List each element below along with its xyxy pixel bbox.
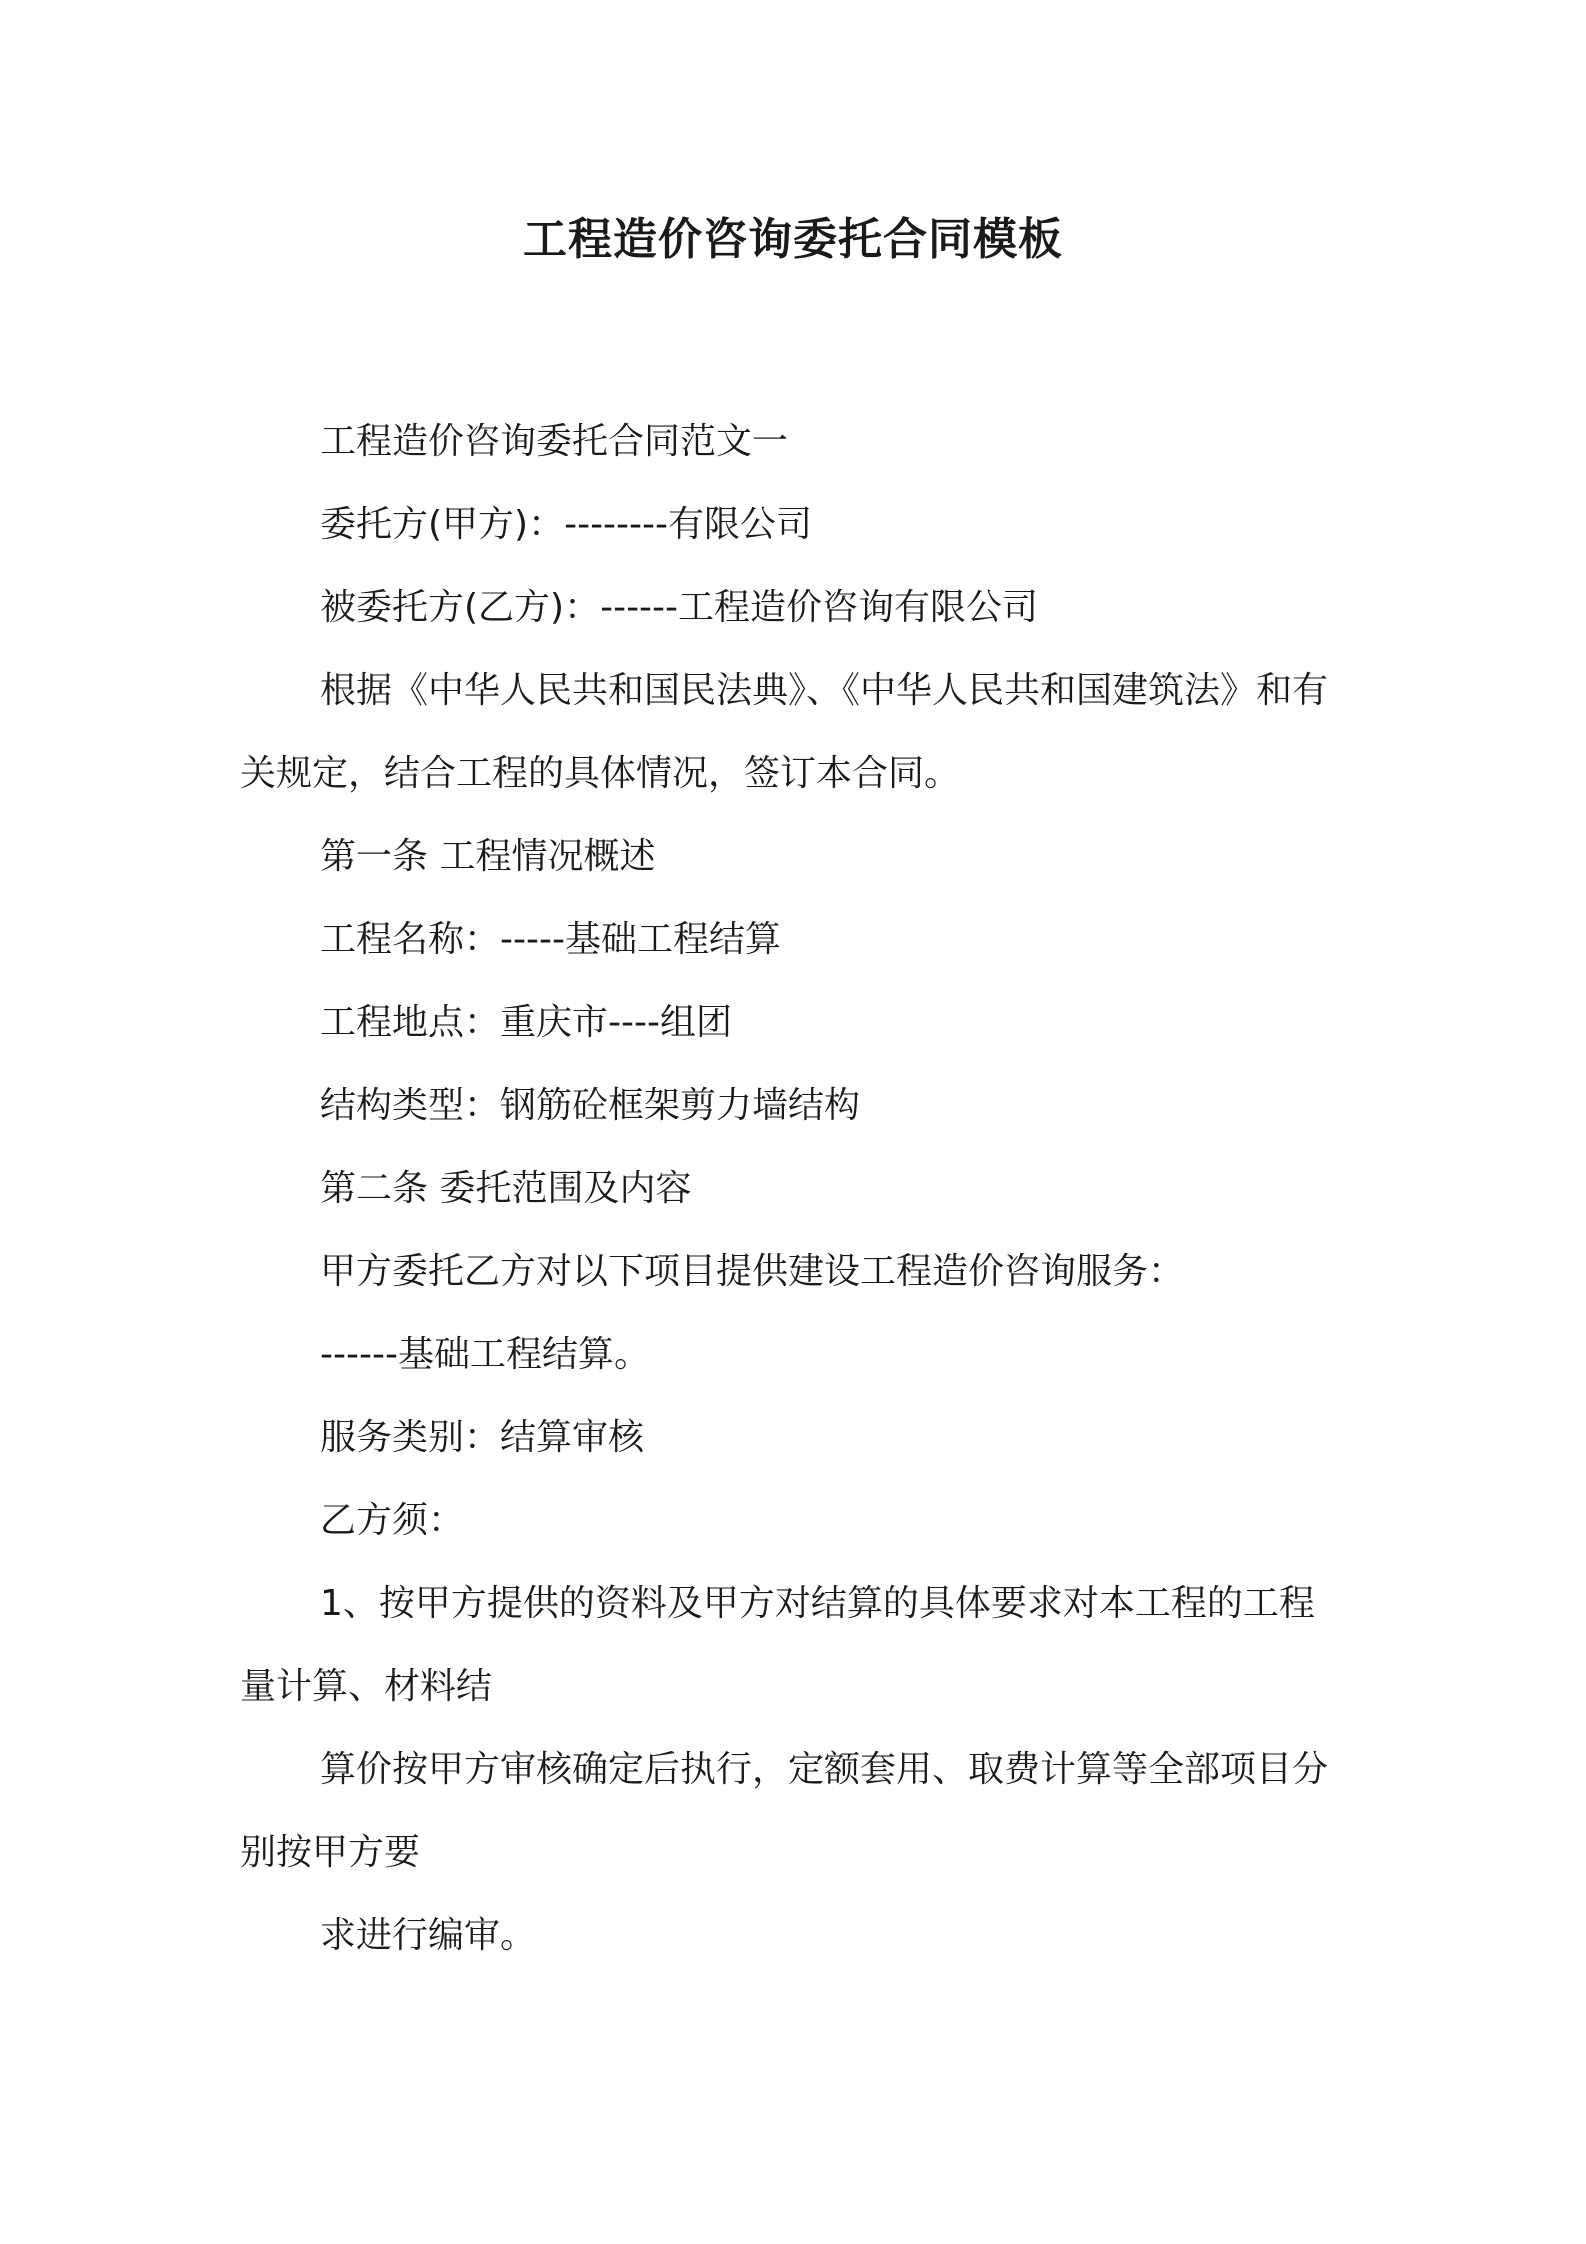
article-2-heading: 第二条 委托范围及内容 <box>320 1168 692 1209</box>
paragraph-item-1: 1、按甲方提供的资料及甲方对结算的具体要求对本工程的工程量计算、材料结 <box>240 1583 1315 1707</box>
paragraph-subtitle: 工程造价咨询委托合同范文一 <box>320 421 789 462</box>
paragraph-project-location: 工程地点：重庆市----组团 <box>320 1002 732 1043</box>
paragraph-structure-type: 结构类型：钢筋砼框架剪力墙结构 <box>320 1085 861 1126</box>
paragraph-party-b: 被委托方(乙方)：------工程造价咨询有限公司 <box>320 587 1039 628</box>
paragraph-project-item: ------基础工程结算。 <box>320 1334 650 1375</box>
paragraph-compile: 求进行编审。 <box>320 1915 537 1956</box>
article-1-heading: 第一条 工程情况概述 <box>320 836 656 877</box>
document-body <box>240 400 1350 1977</box>
paragraph-pricing: 算价按甲方审核确定后执行，定额套用、取费计算等全部项目分别按甲方要 <box>240 1749 1329 1873</box>
paragraph-commission: 甲方委托乙方对以下项目提供建设工程造价咨询服务： <box>320 1251 1185 1292</box>
paragraph-project-name: 工程名称：-----基础工程结算 <box>320 919 781 960</box>
paragraph-service-type: 服务类别：结算审核 <box>320 1417 645 1458</box>
paragraph-party-b-must: 乙方须： <box>320 1500 465 1541</box>
paragraph-party-a: 委托方(甲方)：--------有限公司 <box>320 504 813 545</box>
document-title: 工程造价咨询委托合同模板 <box>523 214 1063 265</box>
paragraph-legal-basis: 根据《中华人民共和国民法典》、《中华人民共和国建筑法》和有关规定，结合工程的具体情况，签订本合同。 <box>240 670 1329 794</box>
